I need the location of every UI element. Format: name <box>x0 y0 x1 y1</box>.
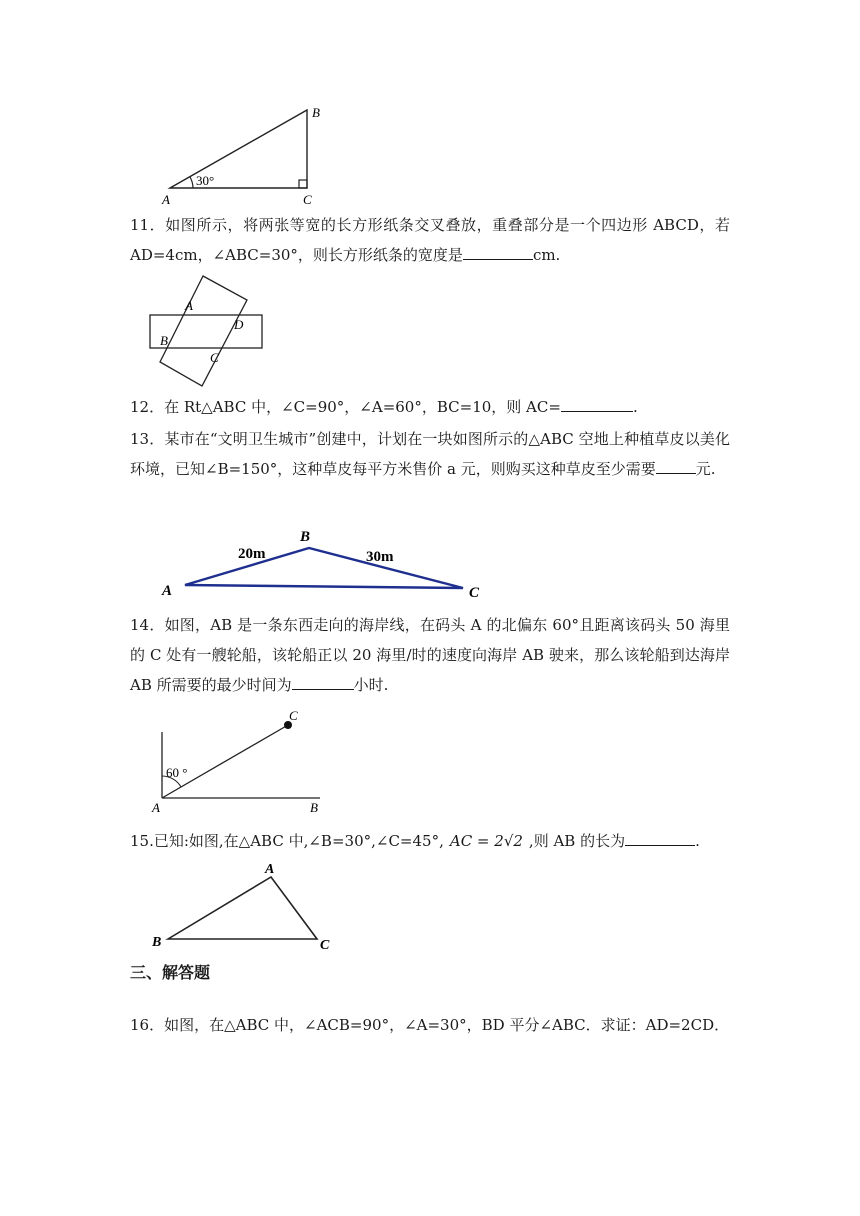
side-label-bc: 30m <box>366 549 394 565</box>
question-number: 16． <box>130 1016 165 1034</box>
figure-triangle-abc <box>150 860 340 955</box>
question-text: 在 Rt△ABC 中，∠C=90°，∠A=60°，BC=10，则 AC= <box>164 398 561 416</box>
vertex-label-c: C <box>303 192 312 207</box>
vertex-label-b: B <box>312 105 320 120</box>
strips-diagram <box>145 270 270 390</box>
figure-coastline <box>150 708 330 816</box>
question-12 <box>130 392 730 422</box>
question-text-end: 元. <box>695 460 716 478</box>
answer-blank[interactable] <box>561 396 633 412</box>
question-text-end: . <box>695 832 700 850</box>
angle-label: 30° <box>196 173 215 188</box>
vertex-label-a: A <box>162 583 173 599</box>
answer-blank[interactable] <box>656 458 696 474</box>
question-text-mid: ,则 AB 的长为 <box>528 832 626 850</box>
obtuse-triangle-diagram <box>160 525 500 605</box>
figure-crossed-strips <box>145 270 270 390</box>
vertex-label-a: A <box>162 192 170 207</box>
triangle-abc-diagram <box>150 860 340 955</box>
question-text: 某市在“文明卫生城市”创建中，计划在一块如图所示的△ABC 空地上种植草皮以美化环境，已知∠B=150°，这种草皮每平方米售价 a 元，则购买这种草皮至少需要 <box>130 430 730 478</box>
vertex-label-b: B <box>300 529 311 545</box>
vertex-label-b: B <box>310 800 318 815</box>
vertex-label-c: C <box>289 708 298 723</box>
formula: AC = 2√2 <box>449 832 523 850</box>
answer-blank[interactable] <box>625 830 695 846</box>
question-number: 12． <box>130 398 165 416</box>
vertex-label-a: A <box>152 800 160 815</box>
question-text-end: 小时. <box>353 676 389 694</box>
vertex-label-c: C <box>320 938 330 953</box>
question-13 <box>130 424 730 484</box>
question-text-end: cm. <box>532 246 561 264</box>
question-number: 14． <box>130 616 165 634</box>
section-heading: 三、解答题 <box>130 963 211 982</box>
answer-blank[interactable] <box>463 244 533 260</box>
question-text: 已知:如图,在△ABC 中,∠B=30°,∠C=45°, <box>153 832 444 850</box>
triangle-diagram <box>160 100 330 208</box>
question-text: 如图所示，将两张等宽的长方形纸条交叉叠放，重叠部分是一个四边形 ABCD，若 AD=4cm，∠ABC=30°，则长方形纸条的宽度是 <box>130 216 730 264</box>
question-14 <box>130 610 730 700</box>
answer-blank[interactable] <box>292 674 354 690</box>
vertex-label-a: A <box>185 298 193 313</box>
angle-label: 60 ° <box>166 765 188 780</box>
question-text: 如图，在△ABC 中，∠ACB=90°，∠A=30°，BD 平分∠ABC．求证：AD=2CD． <box>164 1016 730 1034</box>
vertex-label-a: A <box>265 862 275 877</box>
question-number: 15. <box>130 832 154 850</box>
question-text-end: . <box>632 398 638 416</box>
vertex-label-c: C <box>469 585 480 601</box>
question-text: 如图，AB 是一条东西走向的海岸线，在码头 A 的北偏东 60°且距离该码头 50 海里的 C 处有一艘轮船，该轮船正以 20 海里/时的速度向海岸 AB 驶来，那么该轮船到达海岸 AB 所需要的最少时间为 <box>130 616 730 694</box>
question-number: 13． <box>130 430 165 448</box>
question-number: 11． <box>130 216 166 234</box>
figure-obtuse-triangle <box>160 525 500 605</box>
figure-right-triangle-30 <box>160 100 330 208</box>
vertex-label-b: B <box>160 333 168 348</box>
question-11 <box>130 210 730 270</box>
vertex-label-d: D <box>234 317 244 332</box>
vertex-label-c: C <box>210 350 219 365</box>
question-15 <box>130 826 730 856</box>
coastline-diagram <box>150 708 330 816</box>
side-label-ab: 20m <box>238 546 266 562</box>
question-16 <box>130 1010 730 1040</box>
vertex-label-b: B <box>152 935 162 950</box>
